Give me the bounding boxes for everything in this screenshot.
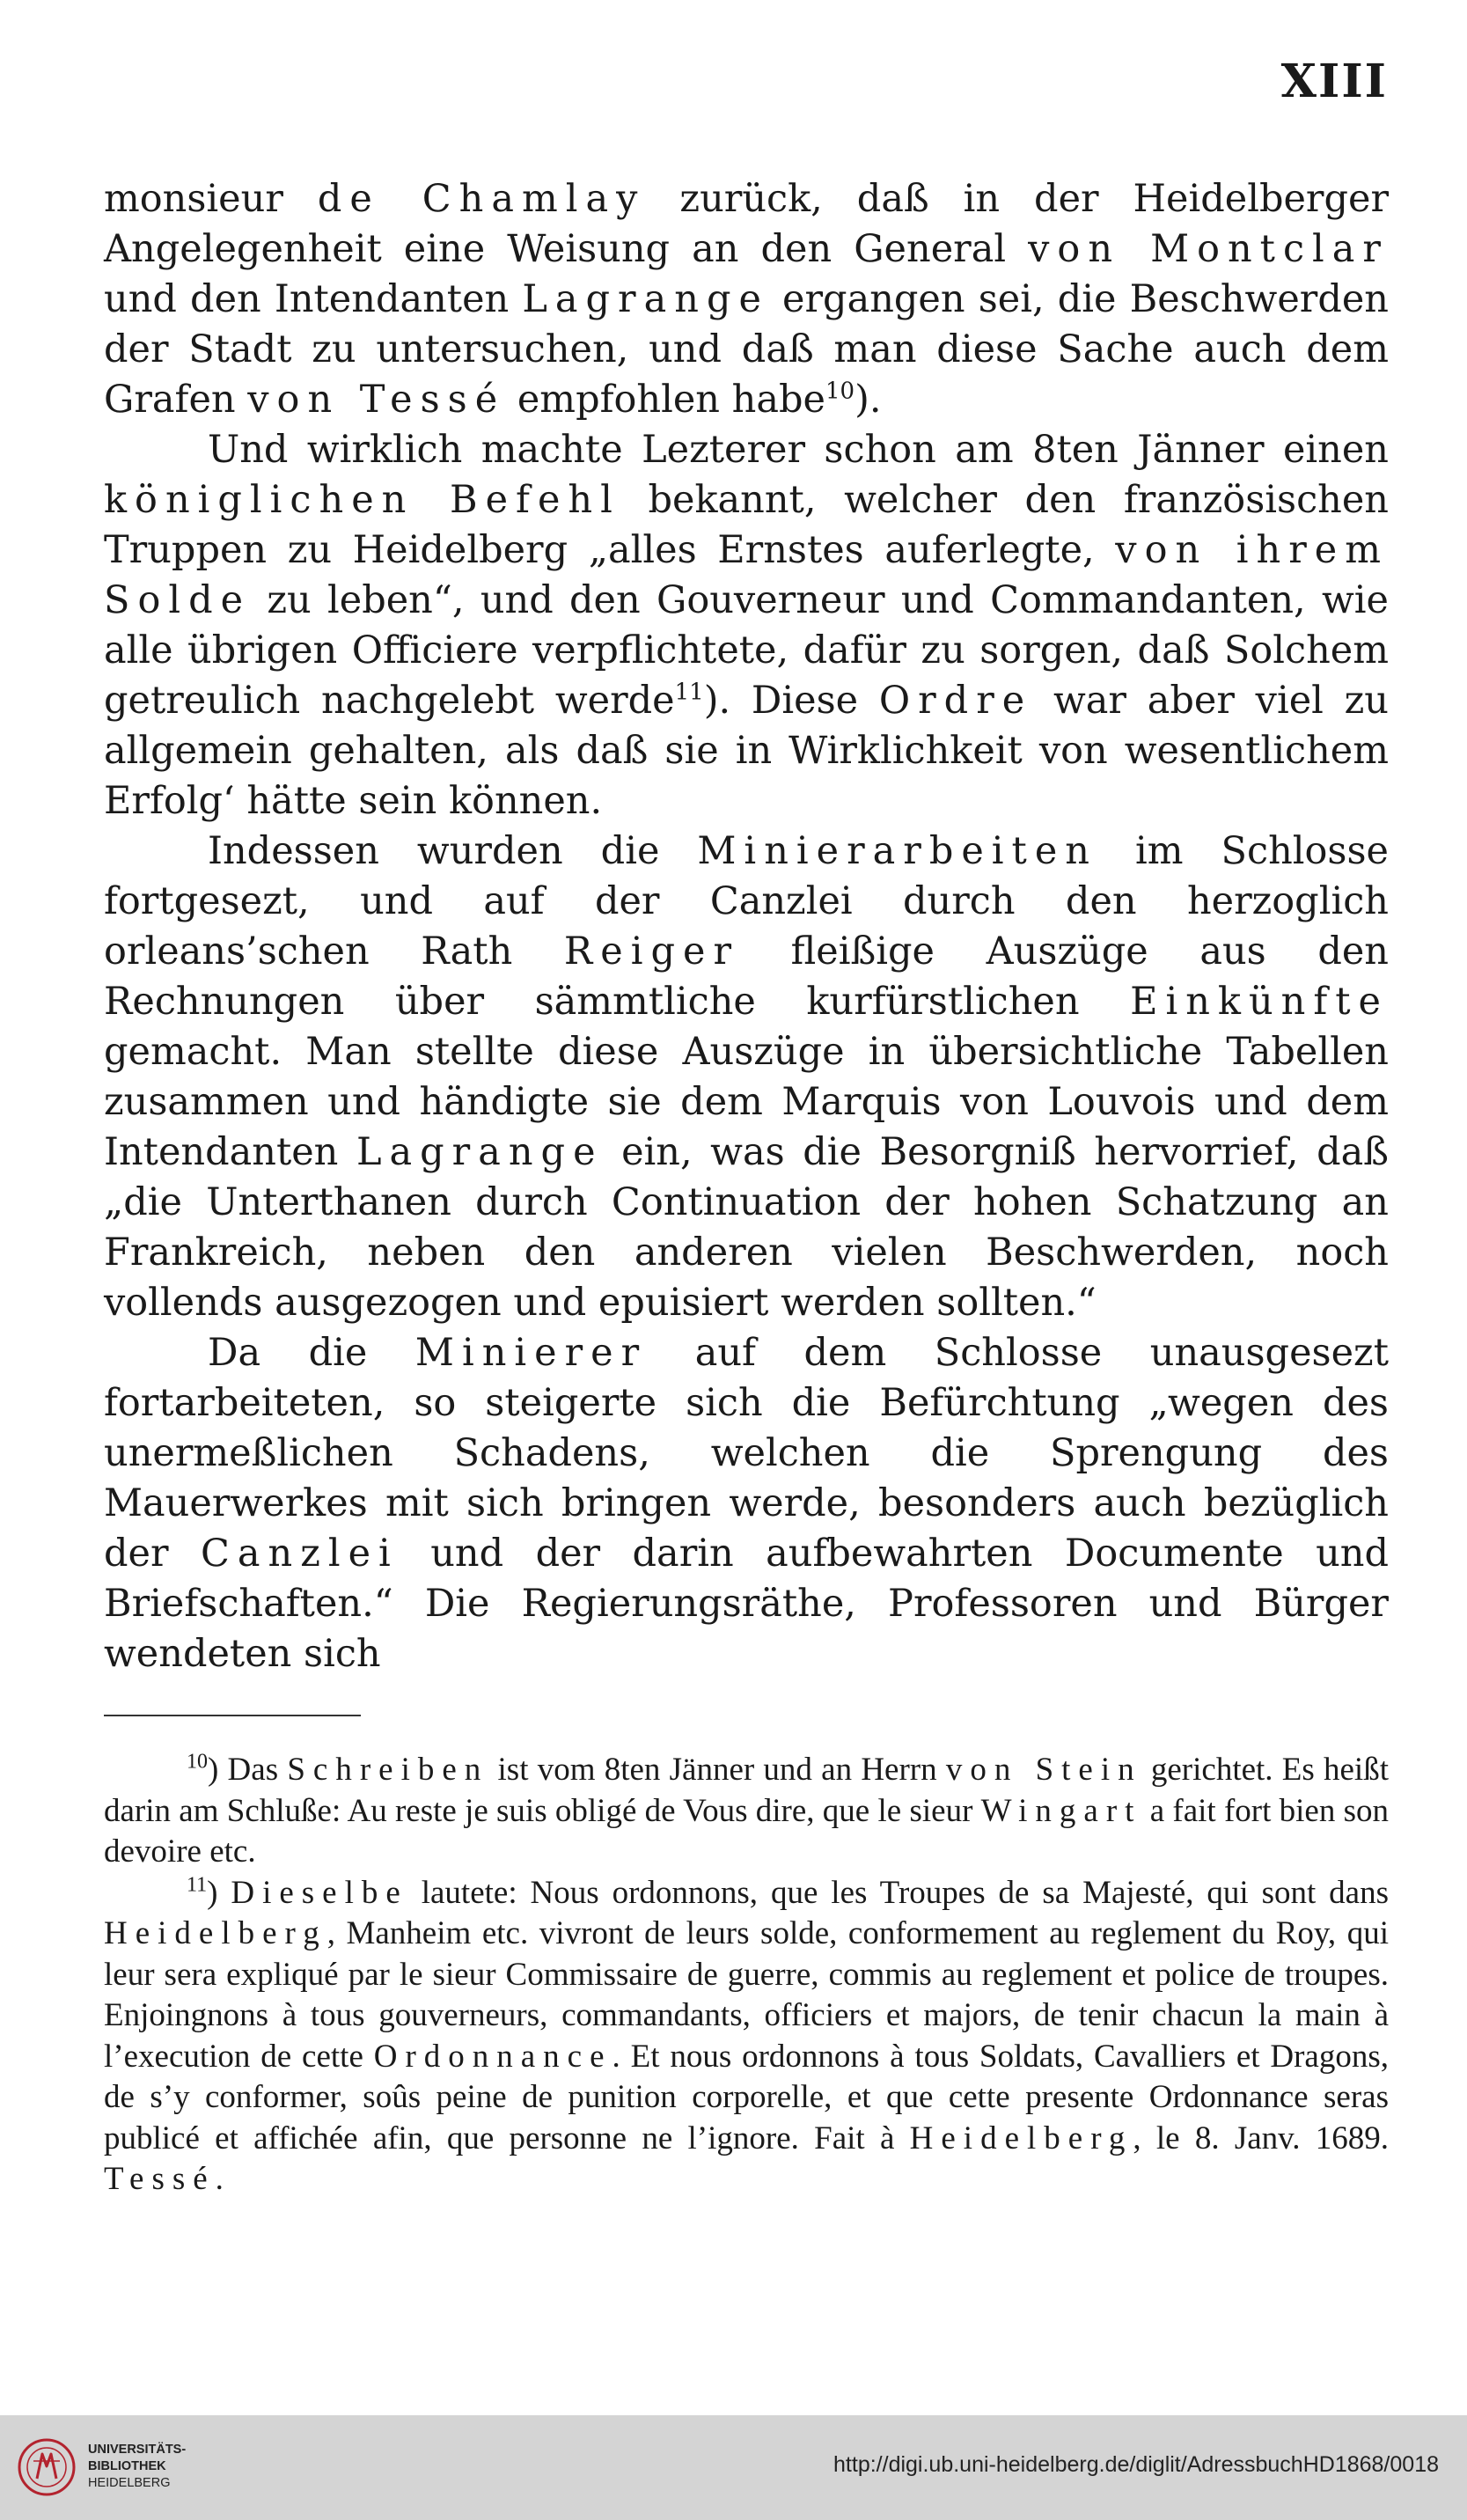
library-name-line: HEIDELBERG	[88, 2476, 171, 2490]
footnote-reference: 11	[674, 679, 704, 706]
library-name-line: BIBLIOTHEK	[88, 2459, 166, 2473]
text-run: war aber viel zu allgemein gehalten, als daß sie in Wirklichkeit von wesentlichem Erfolg‘ hätte sein können.	[104, 679, 1389, 823]
text-run: auf dem Schlosse unausgesezt fortarbeiteten, so steigerte sich die Befürchtung „wegen des unermeßlichen Schadens, welchen die Sprengung des Mauerwerkes mit sich bringen werde, besonders auch bezüglich der	[104, 1331, 1389, 1576]
text-run: , le 8. Janv. 1689.	[1133, 2120, 1390, 2156]
spaced-name: Heidelberg	[104, 1915, 327, 1951]
text-run: ergangen sei, die Beschwerden der Stadt zu untersuchen, und daß man diese Sache auch dem Grafen	[104, 277, 1389, 422]
text-run: ) Das	[208, 1752, 288, 1788]
spaced-name: Minierarbeiten	[697, 829, 1097, 873]
text-run: gemacht. Man stellte diese Auszüge in übersichtliche Tabellen zusammen und händigte sie dem Marquis	[104, 1030, 1389, 1124]
text-run: zurück, daß in der Heidelberger Angelegenheit eine Weisung an den General	[104, 177, 1390, 271]
footnote-separator	[104, 1715, 361, 1716]
paragraph	[104, 827, 1389, 1328]
university-library-seal-icon[interactable]	[16, 2435, 77, 2500]
library-name	[88, 2442, 186, 2492]
source-url-link[interactable]: http://digi.ub.uni-heidelberg.de/diglit/AdressbuchHD1868/0018	[833, 2452, 1439, 2477]
paragraph	[104, 1328, 1389, 1679]
footnote-number: 11	[187, 1873, 208, 1897]
text-run: empfohlen habe	[505, 378, 825, 422]
text-run: gerichtet. Es heißt darin am Schluße: Au reste je suis obligé de Vous dire, que le sieur	[104, 1752, 1389, 1829]
text-run: lautete: Nous ordonnons, que les Troupes de sa Majesté, qui sont dans	[407, 1874, 1390, 1911]
spaced-name: königlichen Befehl	[104, 478, 620, 522]
spaced-name: Minierer	[414, 1331, 648, 1375]
text-run: fleißige Auszüge aus den Rechnungen über sämmtliche kurfürstlichen	[104, 929, 1389, 1024]
text-run: Da die	[208, 1331, 415, 1375]
spaced-name: Heidelberg	[909, 2120, 1133, 2156]
spaced-name: Einkünfte	[1130, 980, 1389, 1024]
text-run: monsieur	[104, 177, 318, 221]
text-run: im Schlosse fortgesezt, und auf der Canzlei durch den herzoglich orleans’schen Rath	[104, 829, 1389, 973]
footnote-10	[104, 1750, 1389, 1873]
spaced-name: Ordonnance	[373, 2038, 612, 2075]
spaced-name: von Montclar	[1028, 227, 1389, 271]
main-text	[104, 174, 1389, 1679]
text-run: , Manheim etc. vivront de leurs solde, conformement au reglement du Roy, qui leur sera expliqué par le sieur Commissaire de guerre, commis au reglement et police de troupes. Enjoingnons à tous gouverneurs, commandants, officiers et majors, de tenir chacun la main à l’execution de cette	[104, 1915, 1389, 2075]
footnote-number: 10	[187, 1750, 208, 1774]
text-run: ist vom 8ten Jänner und an Herrn	[488, 1752, 946, 1788]
spaced-name: von Stein	[945, 1752, 1142, 1788]
spaced-name: Reiger	[563, 929, 740, 973]
text-run: ). Diese	[703, 679, 879, 723]
spaced-name: Canzlei	[200, 1532, 399, 1576]
text-run: a fait fort bien son devoire etc.	[104, 1792, 1390, 1870]
spaced-name: von ihrem Solde	[104, 528, 1389, 622]
text-run: zu leben“, und den Gouverneur und Commandanten, wie alle übrigen Officiere verpflichtete, dafür zu sorgen, daß Solchem getreulich nachgelebt werde	[104, 578, 1389, 723]
text-run: und den Intendanten	[104, 277, 523, 321]
text-run: Und wirklich machte Lezterer schon am 8ten Jänner einen	[208, 428, 1389, 472]
library-name-line: UNIVERSITÄTS-	[88, 2443, 187, 2457]
text-run: bekannt, welcher den französischen Truppen zu Heidelberg „alles Ernstes auferlegte,	[104, 478, 1389, 572]
spaced-name: Ordre	[878, 679, 1033, 723]
footnotes	[104, 1750, 1389, 2200]
text-run: . Et nous ordonnons à tous Soldats, Cavalliers et Dragons, de s’y conformer, soûs peine de punition corporelle, et que cette presente Ordonnance seras publicé et affichée afin, que personne ne l’ignore. Fait à	[104, 2038, 1389, 2156]
spaced-name: Dieselbe	[231, 1874, 408, 1911]
text-run: und der darin aufbewahrten Documente und Briefschaften.“ Die Regierungsräthe, Professoren und Bürger wendeten sich	[104, 1532, 1389, 1676]
text-run: und dem Intendanten	[104, 1080, 1389, 1174]
spaced-name: Lagrange	[522, 277, 769, 321]
spaced-name: von Tessé	[247, 378, 506, 422]
text-run: .	[215, 2161, 224, 2197]
text-run: )	[207, 1874, 231, 1911]
spaced-name: Wingart	[980, 1792, 1142, 1829]
text-run: von Louvois	[960, 1080, 1196, 1124]
footnote-reference: 10	[825, 378, 855, 405]
spaced-name: Schreiben	[287, 1752, 489, 1788]
page-number: XIII	[1280, 55, 1388, 108]
footer-bar	[0, 2415, 1467, 2520]
text-run: ).	[855, 378, 882, 422]
text-run: ein, was die Besorgniß hervorrief, daß „die Unterthanen durch Continuation der hohen Schatzung an Frankreich, neben den anderen vielen Beschwerden, noch vollends ausgezogen und epuisiert werden sollten.“	[104, 1130, 1390, 1325]
spaced-name: Lagrange	[356, 1130, 604, 1174]
spaced-name: de Chamlay	[317, 177, 646, 221]
spaced-name: Tessé	[104, 2161, 216, 2197]
footnote-11	[104, 1873, 1389, 2200]
paragraph	[104, 425, 1389, 827]
paragraph	[104, 174, 1389, 425]
text-run: Indessen wurden die	[208, 829, 698, 873]
